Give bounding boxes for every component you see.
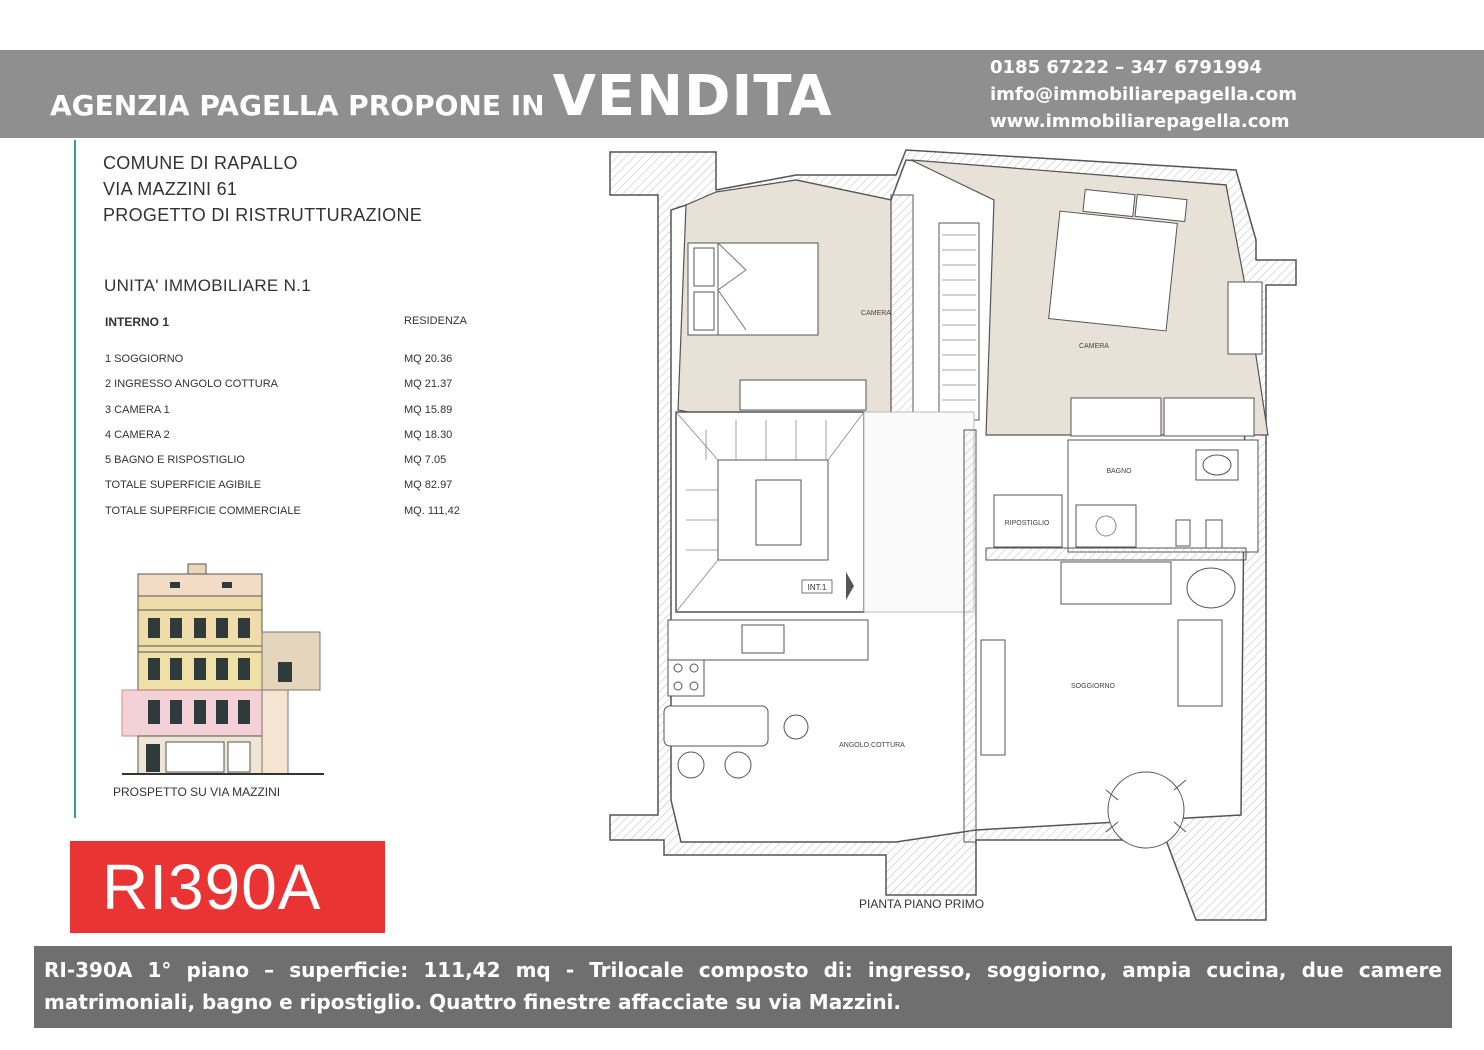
address-line: VIA MAZZINI 61 — [103, 179, 238, 199]
floor-plan-caption: PIANTA PIANO PRIMO — [859, 897, 985, 911]
table-row — [105, 404, 485, 429]
building-elevation-image — [118, 562, 328, 776]
accent-divider — [74, 140, 76, 818]
room-name: 1 SOGGIORNO — [105, 353, 184, 365]
room-area: MQ. 111,42 — [404, 504, 460, 517]
room-area: MQ 21.37 — [404, 378, 453, 391]
banner-prefix: AGENZIA PAGELLA PROPONE IN — [50, 89, 545, 122]
table-row — [105, 429, 485, 454]
unit-title: UNITA' IMMOBILIARE N.1 — [104, 276, 311, 295]
room-name: 5 BAGNO E RISPOSTIGLIO — [105, 454, 245, 467]
label-camera-2: CAMERA — [1079, 343, 1109, 350]
label-camera-1: CAMERA — [861, 310, 891, 317]
room-area: MQ 20.36 — [404, 353, 453, 365]
room-area: MQ 7.05 — [404, 454, 447, 467]
listing-code: RI390A — [102, 851, 322, 923]
room-name: 3 CAMERA 1 — [105, 403, 170, 416]
contact-website[interactable]: www.immobiliarepagella.com — [990, 111, 1290, 132]
room-area: MQ 82.97 — [404, 479, 453, 492]
room-area: MQ 18.30 — [404, 428, 453, 441]
label-ripostiglio: RIPOSTIGLIO — [1004, 520, 1050, 527]
label-int-1: INT.1 — [807, 583, 827, 592]
residenza-label: RESIDENZA — [404, 315, 467, 327]
room-name: 2 INGRESSO ANGOLO COTTURA — [105, 378, 278, 391]
table-row — [105, 505, 485, 530]
contact-email[interactable]: imfo@immobiliarepagella.com — [990, 84, 1298, 105]
description-box — [34, 946, 1452, 1028]
table-row — [105, 353, 485, 378]
description-text: RI-390A 1° piano – superficie: 111,42 mq - Trilocale composto di: ingresso, soggiorno, ampia cucina, due camere matrimoniali, bagno e ripostiglio. Quattro finestre affacciate su via Mazzini. — [44, 958, 1442, 1014]
label-soggiorno: SOGGIORNO — [1071, 683, 1115, 690]
table-row — [105, 454, 485, 479]
banner-vendita: VENDITA — [552, 64, 833, 129]
room-area: MQ 15.89 — [404, 403, 453, 416]
contact-phone: 0185 67222 – 347 6791994 — [990, 57, 1263, 78]
comune-line: COMUNE DI RAPALLO — [103, 153, 298, 173]
floor-plan-image — [606, 100, 1306, 938]
project-line: PROGETTO DI RISTRUTTURAZIONE — [103, 205, 423, 225]
elevation-caption: PROSPETTO SU VIA MAZZINI — [113, 785, 281, 799]
property-header — [103, 150, 422, 228]
table-row — [105, 378, 485, 403]
room-name: TOTALE SUPERFICIE AGIBILE — [105, 479, 262, 492]
room-name: TOTALE SUPERFICIE COMMERCIALE — [105, 504, 301, 517]
label-bagno: BAGNO — [1106, 468, 1132, 475]
room-name: 4 CAMERA 2 — [105, 428, 170, 441]
table-row — [105, 479, 485, 504]
interno-label: INTERNO 1 — [105, 315, 170, 329]
listing-code-box — [70, 841, 385, 933]
label-angolo-cottura: ANGOLO COTTURA — [839, 742, 905, 749]
room-table — [105, 353, 485, 530]
